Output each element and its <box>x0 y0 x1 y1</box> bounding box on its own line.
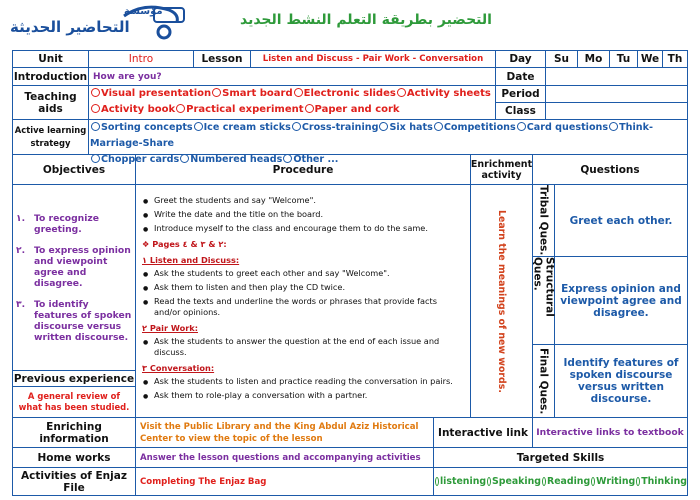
skill-option: Thinking <box>641 476 687 487</box>
option-circle-icon[interactable] <box>294 88 303 97</box>
day-label: Day <box>496 51 546 68</box>
strategy-option: Six hats <box>389 122 433 133</box>
strategy-line-1 <box>90 120 687 152</box>
period-label: Period <box>496 86 546 103</box>
option-circle-icon[interactable] <box>305 104 314 113</box>
day-th: Th <box>663 51 687 68</box>
enjaz-label: Activities of Enjaz File <box>13 468 136 495</box>
targeted-skills-list <box>434 468 687 495</box>
strategy-option: Other ... <box>293 154 339 165</box>
interactive-link-value[interactable]: Interactive links to textbook <box>533 418 687 448</box>
lesson-value: Listen and Discuss - Pair Work - Conversation <box>251 51 496 68</box>
question-structural <box>533 257 687 345</box>
question-text-final: Identify features of spoken discourse versus written discourse. <box>555 345 687 418</box>
section-head-listen: ١ Listen and Discuss: <box>142 255 240 265</box>
enrichment-activity-text: Learn the meanings of new words. <box>496 209 507 393</box>
teaching-aid-option: Practical experiment <box>186 104 304 115</box>
row-teaching-aids <box>13 86 687 120</box>
row-enriching-information <box>13 418 687 448</box>
procedure-step: ● Greet the students and say "Welcome". <box>142 195 428 206</box>
objectives-header: Objectives <box>13 155 136 185</box>
logo-text: التحاضير الحديثة <box>10 18 130 36</box>
option-circle-icon[interactable] <box>91 122 100 131</box>
previous-experience-label: Previous experience <box>13 371 136 387</box>
strategy-option: Competitions <box>443 122 516 133</box>
section-head-pair-work: ٢ Pair Work: <box>142 323 198 333</box>
class-value <box>546 103 687 120</box>
option-circle-icon[interactable] <box>434 122 443 131</box>
option-circle-icon[interactable] <box>609 122 618 131</box>
procedure-header: Procedure <box>136 155 471 185</box>
strategy-option: Ice cream sticks <box>203 122 291 133</box>
teaching-aid-option: Paper and cork <box>314 104 400 115</box>
skill-option: Speaking <box>492 476 542 487</box>
question-text-tribal: Greet each other. <box>555 185 687 257</box>
procedure-intro-list <box>142 195 428 237</box>
logo <box>4 2 194 42</box>
row-introduction <box>13 68 687 86</box>
teaching-aids-line-2 <box>90 102 400 118</box>
objective-item: ٢. To express opinion and viewpoint agree and disagree. <box>16 244 131 289</box>
day-we: We <box>638 51 663 68</box>
teaching-aids-label: Teaching aids <box>13 86 89 120</box>
procedure-step: ● Ask the students to listen and practice reading the conversation in pairs. <box>142 376 453 387</box>
teaching-aid-option: Smart board <box>222 88 293 99</box>
objectives-column <box>13 185 136 418</box>
procedure-step: ● Ask the students to greet each other and say "Welcome". <box>142 268 466 279</box>
previous-experience-text: A general review of what has been studied. <box>13 387 136 418</box>
page-title: التحضير بطريقة التعلم النشط الجديد <box>240 12 492 28</box>
procedure-content <box>136 185 471 418</box>
enrichment-activity-cell <box>471 185 533 418</box>
procedure-step: ● Write the date and the title on the board. <box>142 209 428 220</box>
day-su: Su <box>546 51 578 68</box>
enriching-label: Enriching information <box>13 418 136 448</box>
teaching-aid-option: Visual presentation <box>101 88 212 99</box>
option-circle-icon[interactable] <box>91 88 100 97</box>
day-mo: Mo <box>578 51 610 68</box>
interactive-link-label: Interactive link <box>434 418 533 448</box>
teaching-aids-options <box>89 86 496 120</box>
period-value <box>546 86 687 103</box>
enrichment-header: Enrichment activity <box>471 155 533 185</box>
strategy-option: Think-Marriage-Share <box>90 122 653 149</box>
diamond-icon: ❖ <box>142 239 150 249</box>
strategy-options <box>89 120 687 165</box>
option-circle-icon[interactable] <box>435 477 439 486</box>
section-head-conversation: ٣ Conversation: <box>142 363 215 373</box>
option-circle-icon[interactable] <box>212 88 221 97</box>
strategy-option: Chopper cards <box>101 154 180 165</box>
row-main-body <box>13 185 687 418</box>
option-circle-icon[interactable] <box>194 122 203 131</box>
procedure-step: ● Read the texts and underline the words or phrases that provide facts and/or opinions. <box>142 296 466 318</box>
teaching-aid-option: Electronic slides <box>303 88 396 99</box>
question-final <box>533 345 687 418</box>
procedure-step: ● Introduce myself to the class and encourage them to do the same. <box>142 223 428 234</box>
period-class-values <box>546 86 687 120</box>
strategy-option: Cross-training <box>301 122 379 133</box>
option-circle-icon[interactable] <box>379 122 388 131</box>
unit-value: Intro <box>89 51 194 68</box>
option-circle-icon[interactable] <box>292 122 301 131</box>
period-class-labels <box>496 86 546 120</box>
option-circle-icon[interactable] <box>176 104 185 113</box>
teaching-aids-line-1 <box>90 86 491 102</box>
procedure-step: ● Ask them to listen and then play the CD twice. <box>142 282 466 293</box>
procedure-pages: ❖ Pages ٢ & ٣ & ٤: <box>142 239 227 249</box>
lesson-label: Lesson <box>194 51 251 68</box>
class-label: Class <box>496 103 546 120</box>
homework-label: Home works <box>13 448 136 468</box>
strategy-option: Card questions <box>526 122 609 133</box>
objective-item: ٣. To identify features of spoken discourse versus written discourse. <box>16 298 132 343</box>
option-circle-icon[interactable] <box>397 88 406 97</box>
option-circle-icon[interactable] <box>91 104 100 113</box>
question-type-tribal: Tribal Ques. <box>537 185 550 256</box>
option-circle-icon[interactable] <box>487 477 491 486</box>
date-label: Date <box>496 68 546 86</box>
question-type-structural: Structural Ques. <box>531 257 556 317</box>
teaching-aid-option: Activity book <box>101 104 176 115</box>
enriching-text: Visit the Public Library and the King Abdul Aziz Historical Center to view the topic of the lesson <box>136 418 434 448</box>
row-home-works <box>13 448 687 468</box>
row-enjaz <box>13 468 687 495</box>
row-strategy <box>13 120 687 165</box>
procedure-step: ● Ask the students to answer the question at the end of each issue and discuss. <box>142 336 466 358</box>
option-circle-icon[interactable] <box>517 122 526 131</box>
day-tu: Tu <box>610 51 638 68</box>
intro-label: Introduction <box>13 68 89 86</box>
intro-value: How are you? <box>89 68 496 86</box>
strategy-label: Active learning strategy <box>13 120 89 155</box>
skill-option: Writing <box>596 476 636 487</box>
lesson-plan-table <box>12 50 688 496</box>
objectives-list <box>13 185 136 371</box>
option-circle-icon[interactable] <box>591 477 595 486</box>
row-column-headers <box>13 155 687 185</box>
strategy-option: Numbered heads <box>190 154 283 165</box>
unit-label: Unit <box>13 51 89 68</box>
skill-option: Reading <box>546 476 591 487</box>
procedure-step: ● Ask them to role-play a conversation with a partner. <box>142 390 453 401</box>
row-unit <box>13 51 687 68</box>
question-tribal <box>533 185 687 257</box>
objective-item: ١. To recognize greeting. <box>16 212 99 235</box>
targeted-skills-label: Targeted Skills <box>434 448 687 468</box>
question-type-final: Final Ques. <box>537 347 550 415</box>
questions-header: Questions <box>533 155 687 185</box>
question-text-structural: Express opinion and viewpoint agree and disagree. <box>555 257 687 345</box>
option-circle-icon[interactable] <box>542 477 546 486</box>
enjaz-text: Completing The Enjaz Bag <box>136 468 434 495</box>
questions-column <box>533 185 687 418</box>
homework-text: Answer the lesson questions and accompanying activities <box>136 448 434 468</box>
skill-option: listening <box>439 476 487 487</box>
date-value <box>546 68 687 86</box>
strategy-option: Sorting concepts <box>101 122 193 133</box>
option-circle-icon[interactable] <box>636 477 640 486</box>
logo-small-text: مؤسسة <box>124 6 163 17</box>
teaching-aid-option: Activity sheets <box>406 88 491 99</box>
